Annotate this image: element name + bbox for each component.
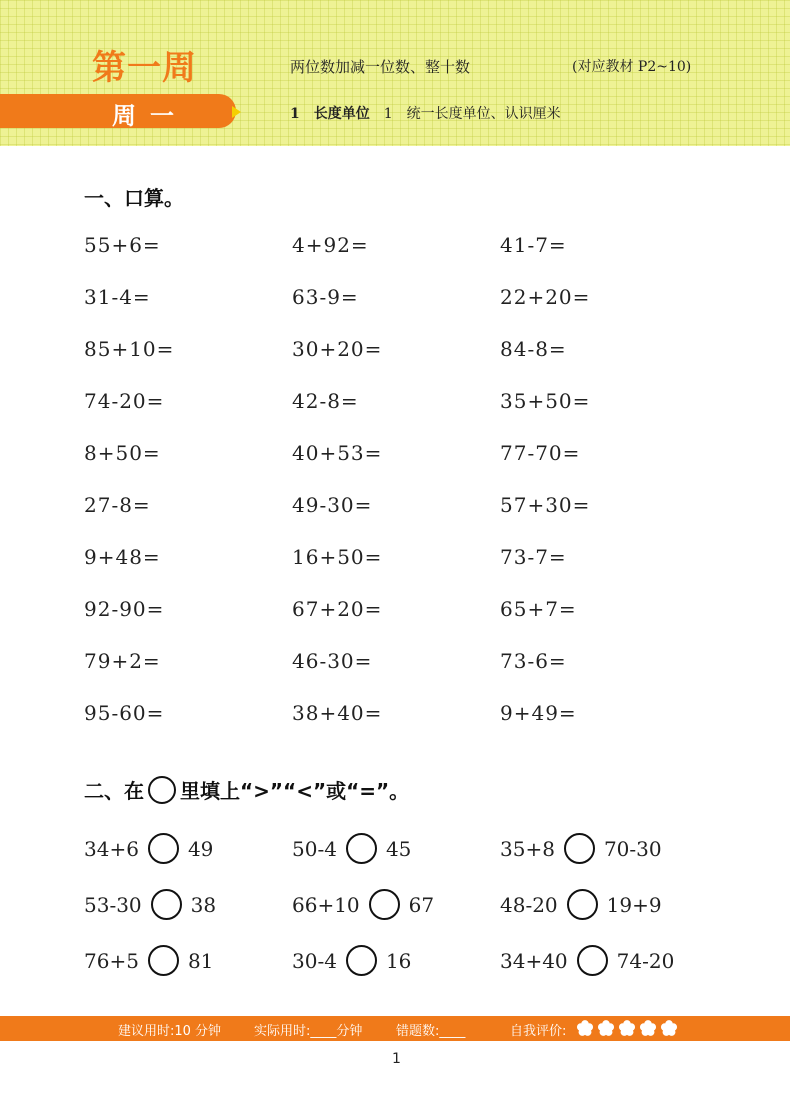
comparison-right: 38 — [190, 892, 217, 917]
suggested-time: 建议用时:10 分钟 — [118, 1024, 222, 1039]
week-topic: 两位数加减一位数、整十数 — [290, 58, 471, 76]
mental-math-problem: 41-7= — [500, 233, 567, 257]
textbook-reference: (对应教材 P2~10) — [572, 59, 692, 75]
mental-math-problem: 31-4= — [84, 285, 151, 309]
comparison-right: 74-20 — [616, 948, 675, 973]
circle-icon — [148, 776, 176, 804]
comparison-left: 35+8 — [500, 836, 555, 861]
triangle-arrow-icon — [232, 106, 241, 118]
comparison-left: 30-4 — [292, 948, 337, 973]
error-count: 错题数:____ — [396, 1024, 466, 1039]
answer-circle[interactable] — [369, 889, 400, 920]
lesson-number: 1 — [383, 106, 393, 122]
week-title: 第一周 — [92, 48, 197, 88]
answer-circle[interactable] — [346, 833, 377, 864]
comparison-problem — [292, 833, 411, 864]
comparison-problem — [292, 889, 434, 920]
flower-icon[interactable] — [597, 1019, 615, 1037]
mental-math-problem: 9+49= — [500, 701, 577, 725]
mental-math-problem: 22+20= — [500, 285, 591, 309]
comparison-left: 50-4 — [292, 836, 337, 861]
comparison-right: 19+9 — [606, 892, 662, 917]
mental-math-problem: 46-30= — [292, 649, 373, 673]
self-evaluation-label: 自我评价: — [510, 1024, 567, 1039]
answer-circle[interactable] — [148, 833, 179, 864]
mental-math-problem: 55+6= — [84, 233, 161, 257]
mental-math-problem: 38+40= — [292, 701, 383, 725]
rating-flowers — [576, 1019, 678, 1037]
mental-math-problem: 57+30= — [500, 493, 591, 517]
mental-math-problem: 9+48= — [84, 545, 161, 569]
comparison-left: 34+6 — [84, 836, 139, 861]
answer-circle[interactable] — [346, 945, 377, 976]
mental-math-problem: 40+53= — [292, 441, 383, 465]
comparison-left: 34+40 — [500, 948, 568, 973]
mental-math-problem: 73-6= — [500, 649, 567, 673]
mental-math-problem: 30+20= — [292, 337, 383, 361]
comparison-right: 67 — [408, 892, 435, 917]
comparison-left: 76+5 — [84, 948, 139, 973]
mental-math-problem: 35+50= — [500, 389, 591, 413]
mental-math-problem: 42-8= — [292, 389, 359, 413]
flower-icon[interactable] — [660, 1019, 678, 1037]
flower-icon[interactable] — [618, 1019, 636, 1037]
mental-math-problem: 85+10= — [84, 337, 175, 361]
mental-math-problem: 4+92= — [292, 233, 369, 257]
mental-math-problem: 27-8= — [84, 493, 151, 517]
comparison-problem — [84, 945, 213, 976]
mental-math-problem: 77-70= — [500, 441, 581, 465]
comparison-problem — [500, 889, 662, 920]
flower-icon[interactable] — [576, 1019, 594, 1037]
mental-math-problem: 92-90= — [84, 597, 165, 621]
comparison-right: 16 — [385, 948, 412, 973]
section1-title: 一、口算。 — [84, 186, 184, 210]
comparison-left: 48-20 — [500, 892, 558, 917]
mental-math-problem: 84-8= — [500, 337, 567, 361]
comparison-problem — [84, 833, 213, 864]
answer-circle[interactable] — [151, 889, 182, 920]
comparison-problem — [500, 945, 674, 976]
page-number: 1 — [392, 1051, 401, 1067]
mental-math-problem: 73-7= — [500, 545, 567, 569]
mental-math-problem: 67+20= — [292, 597, 383, 621]
section2-title-suffix: 里填上“>”“<”或“=”。 — [180, 779, 410, 803]
section2-title — [84, 775, 409, 804]
mental-math-problem: 63-9= — [292, 285, 359, 309]
day-label: 周一 — [112, 102, 188, 130]
comparison-left: 66+10 — [292, 892, 360, 917]
mental-math-problem: 49-30= — [292, 493, 373, 517]
mental-math-problem: 65+7= — [500, 597, 577, 621]
comparison-left: 53-30 — [84, 892, 142, 917]
flower-icon[interactable] — [639, 1019, 657, 1037]
lesson-unit-number: 1 — [290, 106, 300, 122]
comparison-right: 81 — [187, 948, 214, 973]
comparison-right: 70-30 — [603, 836, 662, 861]
answer-circle[interactable] — [148, 945, 179, 976]
actual-time: 实际用时:____分钟 — [254, 1024, 363, 1039]
answer-circle[interactable] — [577, 945, 608, 976]
answer-circle[interactable] — [564, 833, 595, 864]
comparison-right: 49 — [187, 836, 214, 861]
mental-math-problem: 95-60= — [84, 701, 165, 725]
lesson-unit: 长度单位 — [313, 106, 370, 122]
section2-title-prefix: 二、在 — [84, 779, 144, 803]
mental-math-problem: 16+50= — [292, 545, 383, 569]
comparison-right: 45 — [385, 836, 412, 861]
comparison-problem — [500, 833, 662, 864]
mental-math-problem: 79+2= — [84, 649, 161, 673]
answer-circle[interactable] — [567, 889, 598, 920]
lesson-title: 统一长度单位、认识厘米 — [406, 106, 561, 122]
comparison-problem — [84, 889, 216, 920]
lesson-info — [290, 103, 575, 123]
comparison-problem — [292, 945, 411, 976]
mental-math-problem: 74-20= — [84, 389, 165, 413]
mental-math-problem: 8+50= — [84, 441, 161, 465]
